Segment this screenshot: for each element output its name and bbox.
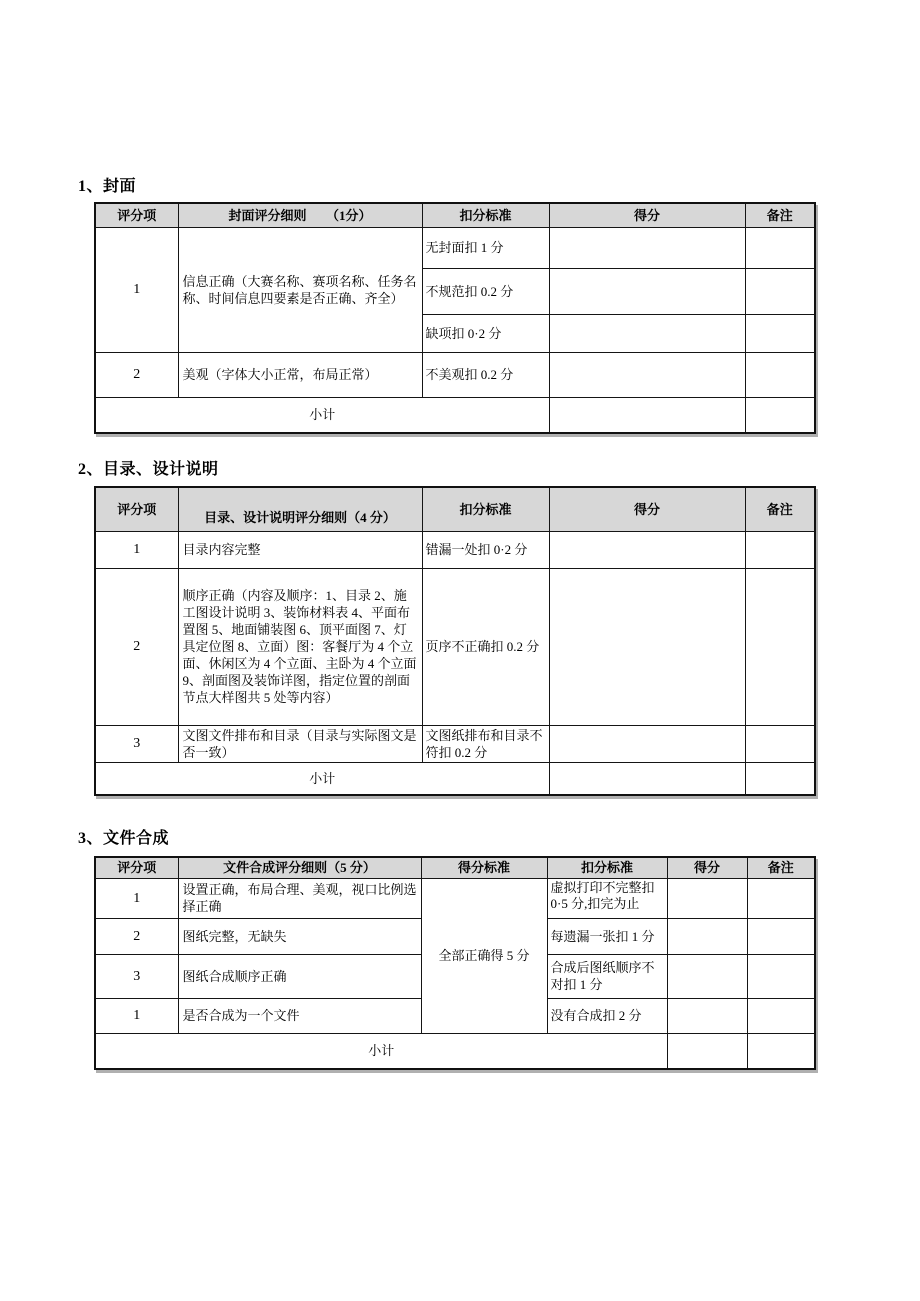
file-merge-score-table	[94, 856, 816, 1070]
deduction-cell: 文图纸排布和目录不符扣 0.2 分	[422, 725, 549, 762]
deduction-cell: 每遗漏一张扣 1 分	[547, 918, 667, 954]
item-no-cell: 1	[95, 998, 178, 1033]
criteria-cell: 文图文件排布和目录（目录与实际图文是否一致）	[178, 725, 422, 762]
col-header-item: 评分项	[95, 487, 178, 531]
table-row	[95, 725, 815, 762]
score-cell	[549, 352, 745, 397]
col-header-score-standard: 得分标准	[421, 857, 547, 878]
col-header-deduction: 扣分标准	[422, 487, 549, 531]
table-row	[95, 227, 815, 268]
item-no-cell: 2	[95, 352, 178, 397]
item-no-cell: 1	[95, 878, 178, 918]
remark-cell	[747, 878, 815, 918]
item-no-cell: 3	[95, 725, 178, 762]
table-row	[95, 352, 815, 397]
deduction-text: 虚拟打印不完整扣 0·5 分,扣完为止	[550, 879, 655, 911]
remark-cell	[745, 531, 815, 568]
cover-score-table	[94, 202, 816, 434]
col-header-item: 评分项	[95, 857, 178, 878]
col-header-remark: 备注	[747, 857, 815, 878]
score-standard-cell: 全部正确得 5 分	[421, 878, 547, 1033]
contents-score-table	[94, 486, 816, 796]
subtotal-remark-cell	[747, 1033, 815, 1069]
remark-cell	[747, 918, 815, 954]
remark-cell	[745, 725, 815, 762]
col-header-score: 得分	[549, 203, 745, 227]
criteria-cell: 图纸合成顺序正确	[178, 954, 421, 998]
score-cell	[667, 998, 747, 1033]
section-title-contents: 2、目录、设计说明	[78, 461, 219, 478]
score-cell	[549, 725, 745, 762]
criteria-cell: 顺序正确（内容及顺序：1、目录 2、施工图设计说明 3、装饰材料表 4、平面布置图 5、地面铺装图 6、顶平面图 7、灯具定位图 8、立面）图：客餐厅为 4 个立面、休闲区为 4 个立面、主卧为 4 个立面 9、剖面图及装饰详图，指定位置的剖面节点大样图共 5 处等内容）	[178, 568, 422, 725]
criteria-cell: 信息正确（大赛名称、赛项名称、任务名称、时间信息四要素是否正确、齐全）	[178, 227, 422, 352]
remark-cell	[747, 954, 815, 998]
item-no-cell: 2	[95, 918, 178, 954]
col-header-remark: 备注	[745, 487, 815, 531]
deduction-cell: 没有合成扣 2 分	[547, 998, 667, 1033]
col-header-criteria: 目录、设计说明评分细则（4 分）	[178, 487, 422, 531]
subtotal-remark-cell	[745, 762, 815, 795]
section-title-cover: 1、封面	[78, 178, 137, 195]
subtotal-row	[95, 762, 815, 795]
subtotal-label: 小计	[95, 762, 549, 795]
deduction-cell: 合成后图纸顺序不对扣 1 分	[547, 954, 667, 998]
remark-cell	[747, 998, 815, 1033]
subtotal-label: 小计	[95, 397, 549, 433]
criteria-cell: 目录内容完整	[178, 531, 422, 568]
section-title-file-merge: 3、文件合成	[78, 830, 170, 847]
col-header-criteria: 文件合成评分细则（5 分）	[178, 857, 421, 878]
col-header-score: 得分	[549, 487, 745, 531]
col-header-remark: 备注	[745, 203, 815, 227]
table-row	[95, 568, 815, 725]
deduction-cell: 不规范扣 0.2 分	[422, 268, 549, 314]
remark-cell	[745, 227, 815, 268]
subtotal-score-cell	[549, 762, 745, 795]
col-header-item: 评分项	[95, 203, 178, 227]
subtotal-remark-cell	[745, 397, 815, 433]
col-header-deduction: 扣分标准	[422, 203, 549, 227]
item-no-cell: 1	[95, 531, 178, 568]
score-cell	[667, 878, 747, 918]
score-cell	[549, 227, 745, 268]
table-row	[95, 878, 815, 918]
subtotal-label: 小计	[95, 1033, 667, 1069]
score-cell	[667, 954, 747, 998]
score-cell	[549, 568, 745, 725]
table-header-row	[95, 203, 815, 227]
col-header-deduction: 扣分标准	[547, 857, 667, 878]
table-header-row	[95, 487, 815, 531]
col-header-criteria: 封面评分细则 （1分）	[178, 203, 422, 227]
subtotal-score-cell	[667, 1033, 747, 1069]
item-no-cell: 1	[95, 227, 178, 352]
score-cell	[549, 314, 745, 352]
deduction-cell	[547, 878, 667, 918]
deduction-cell: 不美观扣 0.2 分	[422, 352, 549, 397]
item-no-cell: 3	[95, 954, 178, 998]
score-cell	[549, 531, 745, 568]
deduction-cell: 缺项扣 0·2 分	[422, 314, 549, 352]
subtotal-row	[95, 397, 815, 433]
score-cell	[667, 918, 747, 954]
deduction-cell: 无封面扣 1 分	[422, 227, 549, 268]
subtotal-row	[95, 1033, 815, 1069]
deduction-cell: 错漏一处扣 0·2 分	[422, 531, 549, 568]
remark-cell	[745, 268, 815, 314]
table-header-row	[95, 857, 815, 878]
item-no-cell: 2	[95, 568, 178, 725]
criteria-cell: 美观（字体大小正常，布局正常）	[178, 352, 422, 397]
criteria-cell: 设置正确，布局合理、美观，视口比例选择正确	[178, 878, 421, 918]
criteria-cell: 是否合成为一个文件	[178, 998, 421, 1033]
remark-cell	[745, 314, 815, 352]
subtotal-score-cell	[549, 397, 745, 433]
table-row	[95, 531, 815, 568]
deduction-cell: 页序不正确扣 0.2 分	[422, 568, 549, 725]
criteria-cell: 图纸完整，无缺失	[178, 918, 421, 954]
score-cell	[549, 268, 745, 314]
remark-cell	[745, 352, 815, 397]
remark-cell	[745, 568, 815, 725]
col-header-score: 得分	[667, 857, 747, 878]
